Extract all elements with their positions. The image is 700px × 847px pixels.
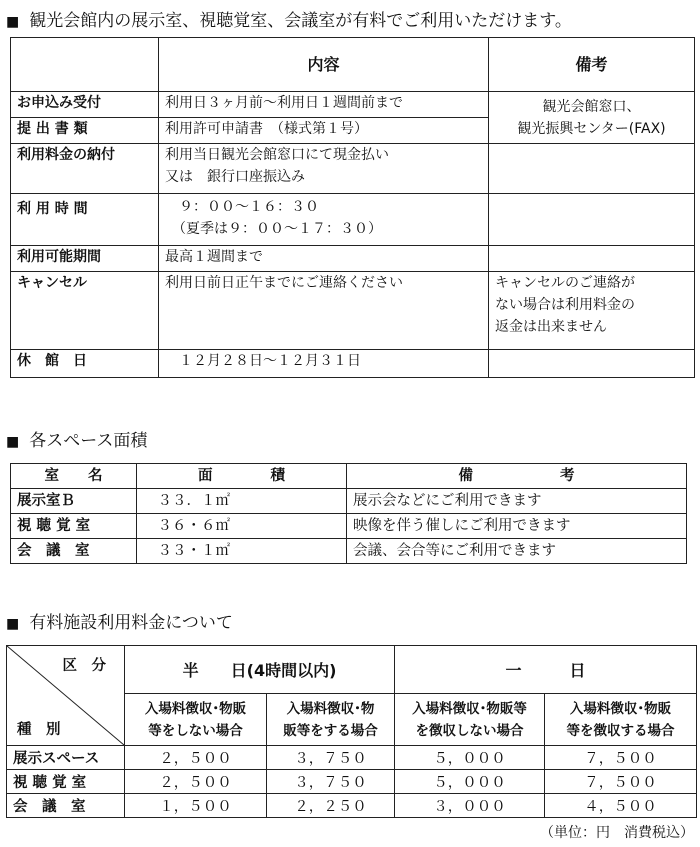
bullet-icon: ■ (6, 14, 20, 30)
row-label: 休 館 日 (11, 350, 159, 378)
row-label: 利用可能期間 (11, 246, 159, 272)
section2-heading: ■ 各スペース面積 (6, 431, 148, 451)
half-day-header: 半 日(4時間以内) (125, 646, 395, 694)
sub-header: 入場料徴収･物販等 を徴収しない場合 (395, 694, 545, 746)
row-label: キャンセル (11, 272, 159, 350)
row-label: 利 用 時 間 (11, 194, 159, 246)
header-content: 内容 (159, 38, 489, 92)
bullet-icon: ■ (6, 434, 20, 450)
row-content: 利用日３ヶ月前～利用日１週間前まで (159, 92, 489, 118)
sub-header: 入場料徴収･物販 等を徴収する場合 (545, 694, 697, 746)
row-content: 利用日前日正午までにご連絡ください (159, 272, 489, 350)
fee-table (6, 645, 697, 818)
row-label: 利用料金の納付 (11, 144, 159, 194)
table-row: 視 聴 覚 室 ３６・６㎡ 映像を伴う催しにご利用できます (11, 514, 687, 539)
bullet-icon: ■ (6, 616, 20, 632)
header-note: 備考 (489, 38, 695, 92)
row-content: 利用当日観光会館窓口にて現金払い 又は 銀行口座振込み (159, 144, 489, 194)
header-room: 室 名 (11, 464, 137, 489)
table-row: 展示スペース ２，５００ ３，７５０ ５，０００ ７，５００ (7, 746, 697, 770)
space-area-table (10, 463, 687, 564)
header-remarks: 備 考 (347, 464, 687, 489)
table-row: 会 議 室 ３３・１㎡ 会議、会合等にご利用できます (11, 539, 687, 564)
header-area: 面 積 (137, 464, 347, 489)
apply-note: 観光会館窓口、 観光振興センター(FAX) (489, 92, 695, 144)
sub-header: 入場料徴収･物販 等をしない場合 (125, 694, 267, 746)
table-row: 展示室Ｂ ３３．１㎡ 展示会などにご利用できます (11, 489, 687, 514)
table-row: 会 議 室 １，５００ ２，２５０ ３，０００ ４，５００ (7, 794, 697, 818)
corner-cell (7, 646, 125, 746)
unit-note: （単位：円 消費税込） (540, 825, 694, 841)
corner-top-label: 区 分 (62, 658, 106, 674)
section1-heading: ■ 観光会館内の展示室、視聴覚室、会議室が有料でご利用いただけます。 (6, 11, 572, 31)
table-row: 視 聴 覚 室 ２，５００ ３，７５０ ５，０００ ７，５００ (7, 770, 697, 794)
row-label: 提 出 書 類 (11, 118, 159, 144)
row-content: 最高１週間まで (159, 246, 489, 272)
row-content: ９：００～１６：３０ （夏季は９：００～１７：３０） (159, 194, 489, 246)
usage-info-table (10, 37, 695, 378)
row-label: お申込み受付 (11, 92, 159, 118)
corner-bottom-label: 種 別 (17, 722, 61, 738)
row-content: １２月２８日～１２月３１日 (159, 350, 489, 378)
cancel-note: キャンセルのご連絡が ない場合は利用料金の 返金は出来ません (489, 272, 695, 350)
sub-header: 入場料徴収･物 販等をする場合 (267, 694, 395, 746)
row-content: 利用許可申請書 （様式第１号） (159, 118, 489, 144)
full-day-header: 一 日 (395, 646, 697, 694)
section3-heading: ■ 有料施設利用料金について (6, 613, 233, 633)
